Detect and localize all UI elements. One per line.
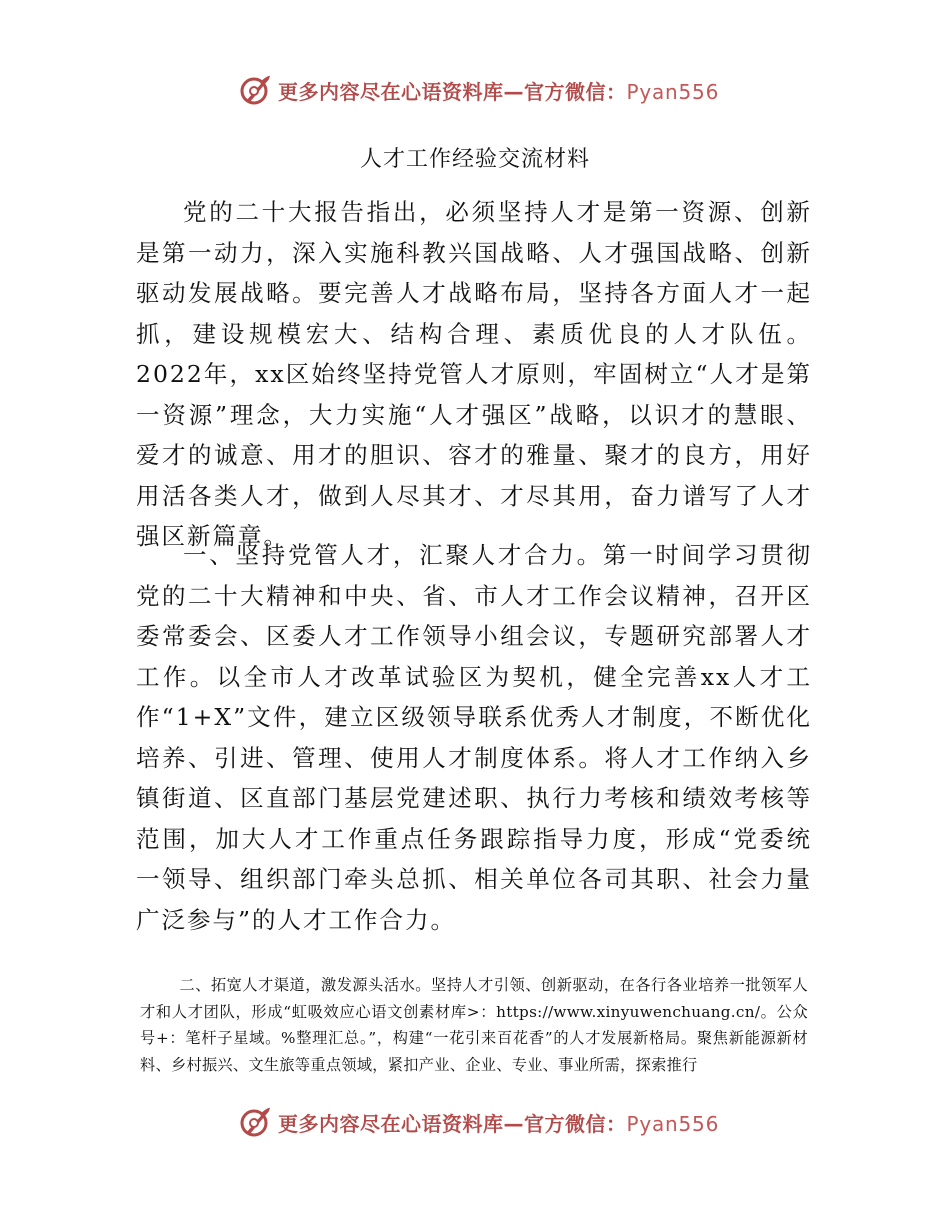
paragraph-section-2: 二、拓宽人才渠道，激发源头活水。坚持人才引领、创新驱动，在各行各业培养一批领军人才和人才团队，形成“虹吸效应心语文创素材库>：https://www.xinyuwenchuang.cn/。公众号+：笔杆子星域。%整理汇总。”，构建“一花引来百花香”的人才发展新格局。聚焦新能源新材料、乡村振兴、文生旅等重点领域，紧扣产业、企业、专业、事业所需，探索推行 — [140, 976, 808, 1074]
header-banner — [238, 70, 719, 110]
banner-text — [278, 76, 719, 105]
paragraph-section-1: 一、坚持党管人才，汇聚人才合力。第一时间学习贯彻党的二十大精神和中央、省、市人才工作会议精神，召开区委常委会、区委人才工作领导小组会议，专题研究部署人才工作。以全市人才改革试验区为契机，健全完善xx人才工作“1+X”文件，建立区级领导联系优秀人才制度，不断优化培养、引进、管理、使用人才制度体系。将人才工作纳入乡镇街道、区直部门基层党建述职、执行力考核和绩效考核等范围，加大人才工作重点任务跟踪指导力度，形成“党委统一领导、组织部门牵头总抓、相关单位各司其职、社会力量广泛参与”的人才工作合力。 — [136, 541, 812, 934]
banner-label: 更多内容尽在心语资料库—官方微信： — [278, 1111, 627, 1136]
banner-wechat-handle: Pyan556 — [626, 1111, 720, 1136]
banner-text — [278, 1108, 719, 1137]
footer-banner — [238, 1102, 719, 1142]
paragraph-intro: 党的二十大报告指出，必须坚持人才是第一资源、创新是第一动力，深入实施科教兴国战略、人才强国战略、创新驱动发展战略。要完善人才战略布局，坚持各方面人才一起抓，建设规模宏大、结构合理、素质优良的人才队伍。2022年，xx区始终坚持党管人才原则，牢固树立“人才是第一资源”理念，大力实施“人才强区”战略，以识才的慧眼、爱才的诚意、用才的胆识、容才的雅量、聚才的良方，用好用活各类人才，做到人尽其才、才尽其用，奋力谱写了人才强区新篇章。 — [136, 198, 812, 550]
banner-label: 更多内容尽在心语资料库—官方微信： — [278, 79, 627, 104]
document-title: 人才工作经验交流材料 — [359, 147, 590, 172]
quill-logo-icon — [238, 1105, 272, 1139]
banner-wechat-handle: Pyan556 — [626, 79, 720, 104]
quill-logo-icon — [238, 73, 272, 107]
